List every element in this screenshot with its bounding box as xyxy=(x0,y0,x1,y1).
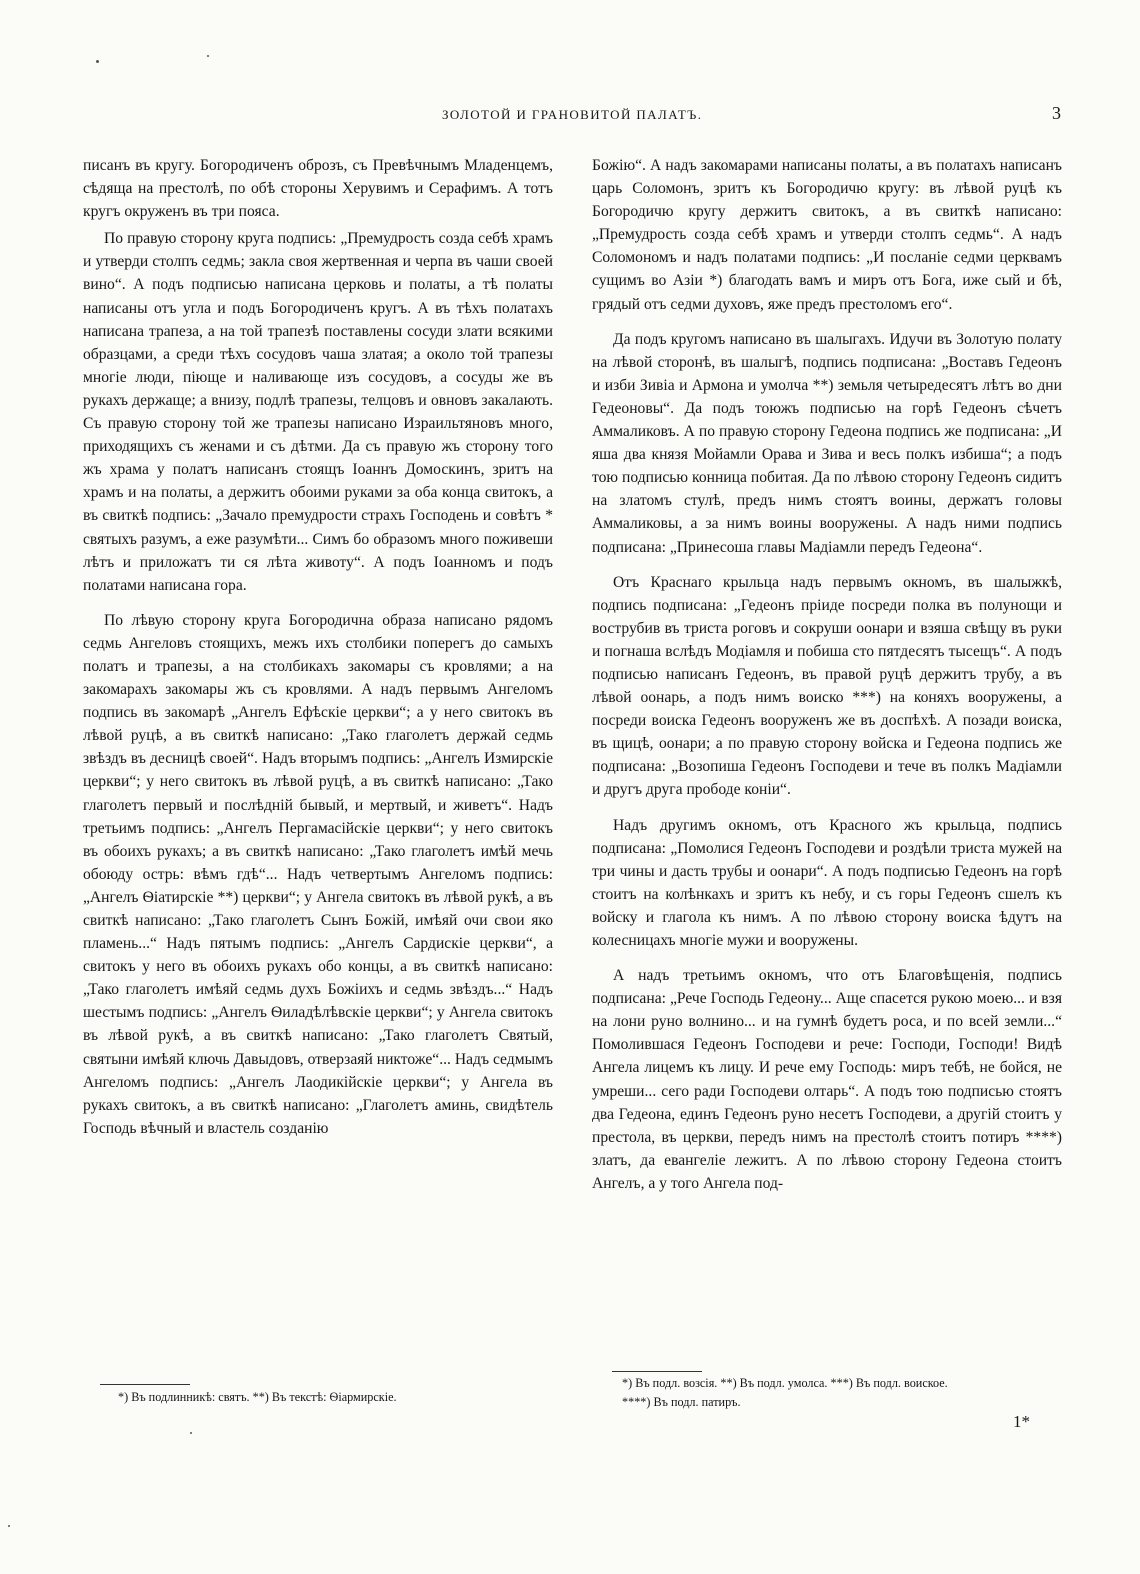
footnote: *) Въ подл. возсiя. **) Въ подл. умолса. ***) Въ подл. воиское. xyxy=(622,1376,948,1390)
left-column xyxy=(83,154,553,1140)
scan-speck xyxy=(8,1525,10,1527)
paragraph: Отъ Краснаго крыльца надъ первымъ окномъ, въ шалыжкѣ, подпись подписана: „Гедеонъ прiиде посреди полка въ полунощи и вострубив въ триста роговъ и сокруши оонари и взяша свѣщу въ руки и погнаша вслѣдъ Модiамля и побиша сто пятдесятъ тысещъ“. А подъ подписью написанъ Гедеонъ, въ правой руцѣ держитъ трубу, а въ лѣвой оонарь, а подъ нимъ воиско ***) на коняхъ вооружены, а посреди воиска Гедеонъ вооруженъ же въ доспѣхѣ. А позади воиска, въ щицѣ, оонари; а по правую сторону войска и Гедеона подпись же подписана: „Возопиша Гедеонъ Господеви и тече въ полкъ Мадiамли и другъ друга прободе конiи“. xyxy=(592,573,1062,799)
paragraph: Надъ другимъ окномъ, отъ Красного жъ крыльца, подпись подписана: „Помолися Гедеонъ Господеви и роздѣли триста мужей на три чины и дасть трубы и оонари“. А подъ подписью Гедеонъ на горѣ стоитъ на колѣнкахъ и зритъ къ небу, и съ горы Гедеонъ сшелъ къ войску и глагола къ нимъ. А по лѣвою сторону воиска ѣдутъ на колесницахъ многiе мужи и вооружены. xyxy=(592,816,1062,949)
footnote: ****) Въ подл. патиръ. xyxy=(622,1395,741,1409)
right-column xyxy=(592,154,1062,1195)
footnote-rule xyxy=(100,1384,190,1385)
paragraph: По лѣвую сторону круга Богородична образа написано рядомъ седмь Ангеловъ стоящихъ, межъ ихъ столбики поперегъ до самыхъ полатъ и трапезы, а на столбикахъ закомары съ кровлями; а на закомарахъ закомары жъ съ кровлями. А надъ первымъ Ангеломъ подпись въ закомарѣ „Ангелъ Ефѣскiе церкви“; а у него свитокъ въ лѣвой руцѣ, а въ свиткѣ написано: „Тако глаголетъ держай седмь звѣздъ въ десницѣ своей“. Надъ вторымъ подпись: „Ангелъ Измирскiе церкви“; у него свитокъ въ лѣвой руцѣ, а въ свиткѣ написано: „Тако глаголетъ первый и послѣдній бывый, и мертвый, и живетъ“. Надъ третьимъ подпись: „Ангелъ Пергамасiйскiе церкви“; у него свитокъ въ обоихъ рукахъ; а въ свиткѣ написано: „Тако глаголетъ имѣй мечь обоюду острь: вѣмъ гдѣ“... Надъ четвертымъ Ангеломъ подпись: „Ангелъ Ѳiатирскiе **) церкви“; у Ангела свитокъ въ лѣвой рукѣ, а въ свиткѣ написано: „Тако глаголетъ Сынъ Божiй, имѣяй очи свои яко пламень...“ Надъ пятымъ подпись: „Ангелъ Сардискiе церкви“, а свитокъ у него въ обоихъ рукахъ обо концы, а въ свиткѣ написано: „Тако глаголетъ имѣяй седмь духъ Божiихъ и седмь звѣздъ...“ Надъ шестымъ подпись: „Ангелъ Ѳиладѣлѣвскiе церкви“; у Ангела свитокъ въ лѣвой рукѣ, а въ свиткѣ написано: „Тако глаголетъ Святый, святыни имѣяй ключь Давыдовъ, отверзаяй никтоже“... Надъ седмымъ Ангеломъ подпись: „Ангелъ Лаодикiйскiе церкви“; у Ангела въ рукахъ свитокъ, а въ свиткѣ написано: „Глаголетъ аминь, свидѣтель Господь вѣчный и властель созданiю xyxy=(83,611,553,1137)
paragraph: А надъ третьимъ окномъ, что отъ Благовѣщенiя, подпись подписана: „Рече Господь Гедеону... Аще спасется рукою моею... и взя на лони руно волнино... и на гумнѣ будетъ роса, и по всей земли...“ Помолившася Гедеонъ Господеви и рече: Господи, Господи! Видѣ Ангела лицемъ къ лицу. И рече ему Господь: миръ тебѣ, не бойся, не умреши... сего ради Господеви олтарь“. А подъ тою подписью стоятъ два Гедеона, единъ Гедеонъ руно несетъ Господеви, а другiй стоитъ у престола, въ церкви, передъ нимъ на престолѣ стоитъ потиръ ****) златъ, да евангелiе лежитъ. А по лѣвою сторону Гедеона стоитъ Ангелъ, а у того Ангела под- xyxy=(592,967,1062,1192)
scan-speck xyxy=(207,55,209,57)
running-header: ЗОЛОТОЙ И ГРАНОВИТОЙ ПАЛАТЪ. xyxy=(442,107,703,122)
paragraph: По правую сторону круга подпись: „Премудрость созда себѣ храмъ и утверди столпъ седмь; закла своя жертвенная и черпа въ чаши своей вино“. А подъ подписью написана церковь и полаты, а тѣ полаты написаны отъ угла и подъ Богородиченъ кругъ. А въ тѣхъ полатахъ написана трапеза, а на той трапезѣ поставлены сосуди злати всякими образцами, а среди тѣхъ сосудовъ чаша златая; а около той трапезы многiе люди, пiюще и наливающе изъ сосудовъ, а сосуды же въ рукахъ держаще; а внизу, подлѣ трапезы, телцовъ и овновъ закалають. Съ правую сторону той же трапезы написано Израильтяновъ много, приходящихъ съ женами и съ дѣтми. Да съ правую жъ сторону того жъ храма у полатъ написанъ стоящъ Іоаннъ Домоскинъ, зритъ на храмъ и на полаты, а держитъ обоими руками за оба конца свитокъ, а въ свиткѣ подпись: „Зачало премудрости страхъ Господень и совѣтъ * святыхъ разумъ, а еже разумѣти... Симъ бо образомъ много поживеши лѣтъ и приложатъ ти ся лѣта животу“. А подъ Іоанномъ и подъ полатами написана гора. xyxy=(83,230,553,594)
scan-speck xyxy=(190,1432,192,1434)
signature-mark: 1* xyxy=(1013,1412,1030,1431)
footnote-rule xyxy=(612,1371,702,1372)
paragraph: писанъ въ кругу. Богородиченъ оброзъ, съ Превѣчнымъ Младенцемъ, сѣдяща на престолѣ, по обѣ стороны Херувимъ и Серафимъ. А тотъ кругъ окруженъ въ три пояса. xyxy=(83,157,553,221)
paragraph: Да подъ кругомъ написано въ шалыгахъ. Идучи въ Золотую полату на лѣвой сторонѣ, въ шалыгѣ, подпись подписана: „Воставъ Гедеонъ и изби Зивiа и Армона и умолча **) земьля четыредесятъ лѣтъ во дни Гедеоновы“. Да подъ тоюжъ подписью на горѣ Гедеонъ сѣчетъ Аммаликовъ. А по правую сторону Гедеона подпись же подписана: „И яша два князя Мойамли Орава и Зива и весь полкъ избиша“; а подъ тою подписью конница побитая. Да по лѣвою сторону Гедеонъ сидитъ на златомъ стулѣ, предъ нимъ стоятъ воины, держатъ головы Аммаликовы, а за нимъ воины вооружены. А надъ ними подпись подписана: „Принесоша главы Мадiамли передъ Гедеона“. xyxy=(592,330,1062,556)
footnote: *) Въ подлинникѣ: святъ. **) Въ текстѣ: Ѳiармирскiе. xyxy=(118,1390,397,1404)
page-number: 3 xyxy=(1052,103,1061,123)
paragraph: Божiю“. А надъ закомарами написаны полаты, а въ полатахъ написанъ царь Соломонъ, зритъ къ Богородичю кругу: въ лѣвой руцѣ къ Богородичю кругу держитъ свитокъ, а въ свиткѣ написано: „Премудрость созда себѣ храмъ и утверди столпъ седмь“. А надъ Соломономъ и надъ полатами подпись: „И посланiе седми церквамъ сущимъ во Азiи *) благодать вамъ и миръ отъ Бога, иже сый и бѣ, грядый отъ седми духовъ, яже предъ престоломъ его“. xyxy=(592,157,1062,313)
scan-speck xyxy=(96,60,99,63)
